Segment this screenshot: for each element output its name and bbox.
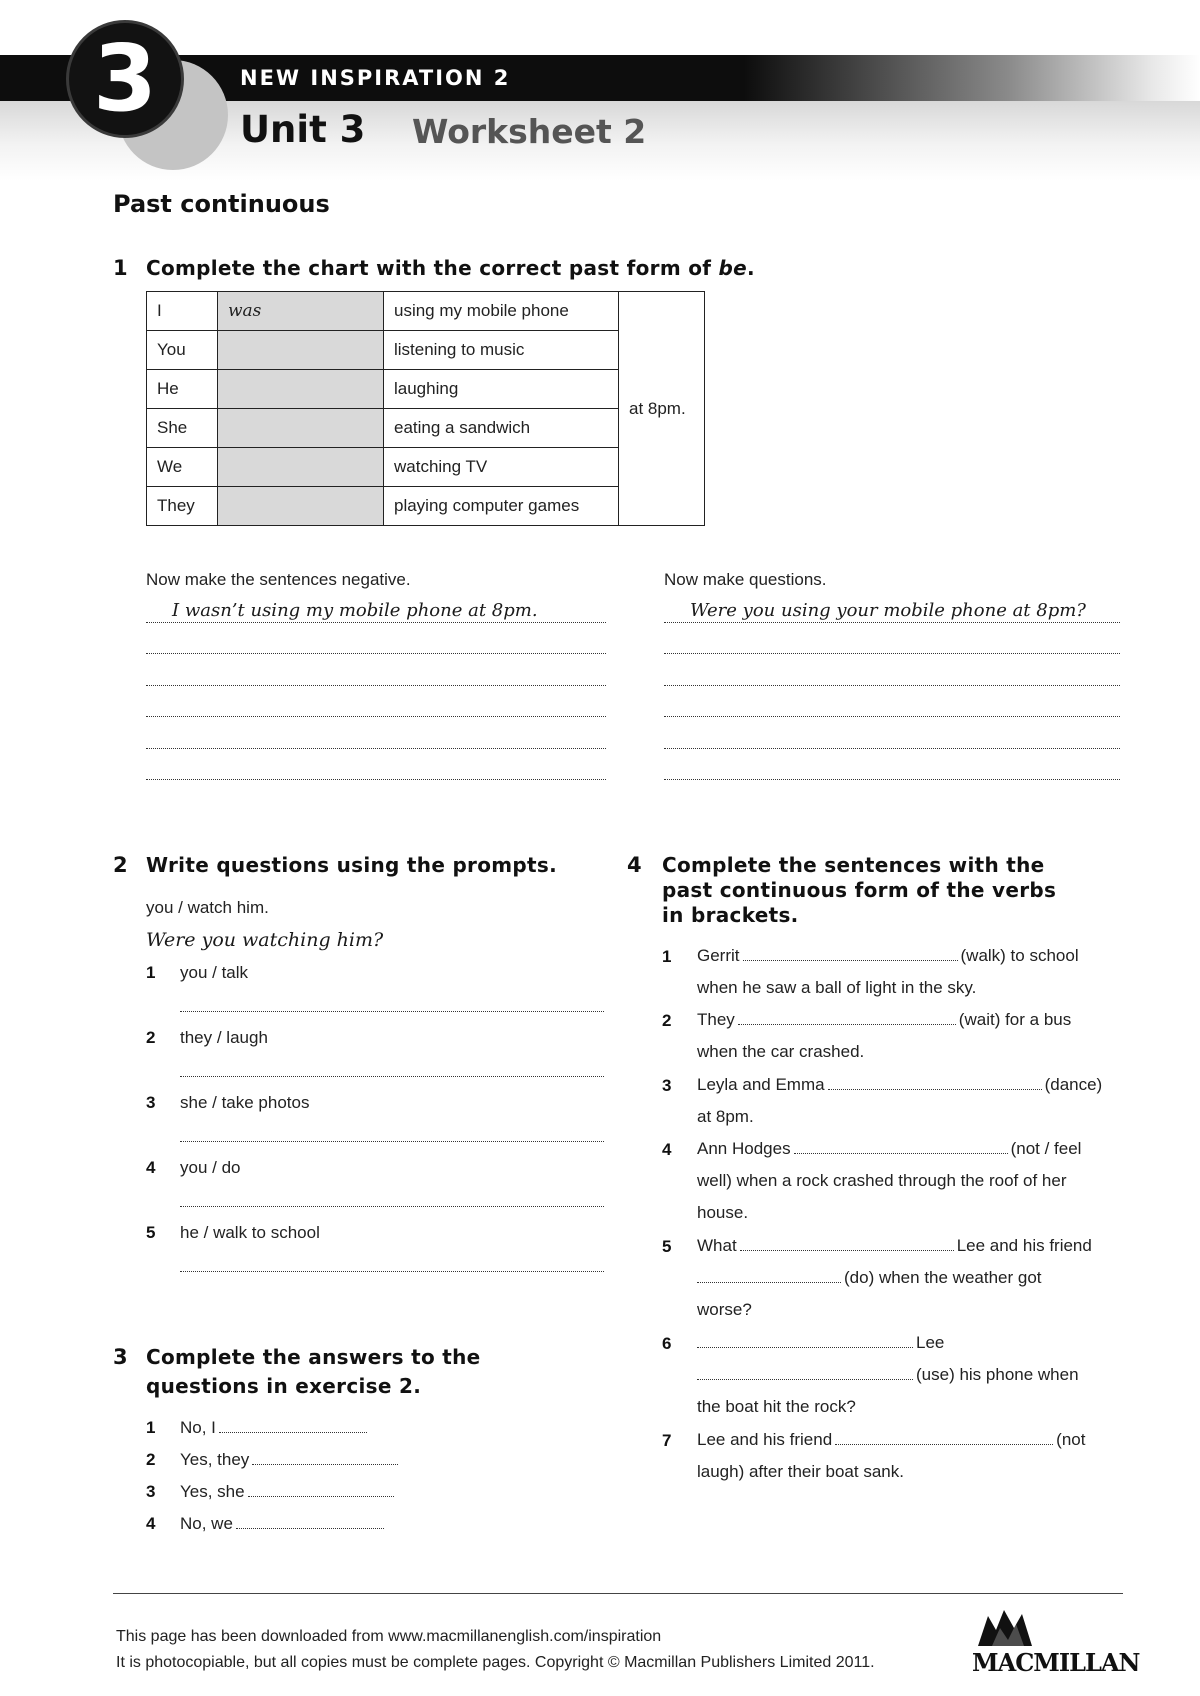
exercise-4-text: worse?	[697, 1300, 752, 1319]
exercise-3-item-number: 1	[146, 1418, 156, 1437]
chart-be-cell[interactable]	[218, 331, 384, 370]
chart-activity: using my mobile phone	[384, 292, 619, 331]
exercise-2-item-prompt: they / laugh	[180, 1028, 268, 1047]
answer-gap[interactable]	[835, 1430, 1053, 1445]
exercise-3-item-number: 3	[146, 1482, 156, 1501]
exercise-4-title-line: past continuous form of the verbs	[662, 878, 1057, 902]
exercise-4-text: (not	[1056, 1430, 1086, 1449]
exercise-4-item-number: 6	[662, 1334, 672, 1353]
exercise-1-title	[146, 256, 755, 281]
answer-line[interactable]	[664, 653, 1120, 654]
chart-be-cell[interactable]	[218, 370, 384, 409]
answer-line[interactable]	[664, 748, 1120, 749]
exercise-3-item-number: 2	[146, 1450, 156, 1469]
answer-gap[interactable]	[697, 1268, 841, 1283]
exercise-2-item-number: 5	[146, 1223, 156, 1242]
exercise-1-number: 1	[113, 256, 128, 280]
chart-subject: They	[147, 487, 218, 526]
exercise-4-text: They	[697, 1010, 735, 1029]
exercise-3-title	[146, 1345, 481, 1399]
exercise-4-text: Ann Hodges	[697, 1139, 791, 1158]
chart-be-cell[interactable]	[218, 409, 384, 448]
chart-subject: He	[147, 370, 218, 409]
exercise-3-item	[180, 1482, 397, 1502]
exercise-4-text: house.	[697, 1203, 749, 1222]
answer-line[interactable]	[180, 1141, 604, 1142]
exercise-4-text: Lee and his friend	[697, 1430, 833, 1449]
unit-badge-number: 3	[92, 25, 157, 132]
exercise-4-item-number: 7	[662, 1431, 672, 1450]
chart-activity: laughing	[384, 370, 619, 409]
exercise-2-example-prompt: you / watch him.	[146, 898, 269, 917]
chart-time: at 8pm.	[619, 292, 705, 526]
exercise-4-item	[697, 940, 1127, 1004]
footer-copyright: It is photocopiable, but all copies must be complete pages. Copyright © Macmillan Publishers Limited 2011.	[116, 1654, 875, 1671]
exercise-2-item-number: 2	[146, 1028, 156, 1047]
exercise-4-text: at 8pm.	[697, 1107, 754, 1126]
answer-line[interactable]	[180, 1206, 604, 1207]
be-chart	[146, 291, 705, 526]
chart-subject: I	[147, 292, 218, 331]
series-title: NEW INSPIRATION 2	[240, 66, 511, 90]
exercise-3-item-text: No, I	[180, 1418, 216, 1437]
exercise-4-text: the boat hit the rock?	[697, 1397, 856, 1416]
answer-line[interactable]	[180, 1076, 604, 1077]
answer-line[interactable]	[664, 622, 1120, 623]
answer-line[interactable]	[146, 716, 606, 717]
exercise-3-item	[180, 1418, 370, 1438]
macmillan-logo-icon	[974, 1606, 1044, 1648]
answer-gap[interactable]	[248, 1482, 394, 1497]
answer-line[interactable]	[180, 1271, 604, 1272]
exercise-3-item-number: 4	[146, 1514, 156, 1533]
exercise-4-number: 4	[627, 853, 642, 877]
exercise-4-item-number: 5	[662, 1237, 672, 1256]
answer-line[interactable]	[664, 685, 1120, 686]
chart-be-cell[interactable]	[218, 448, 384, 487]
exercise-4-text: What	[697, 1236, 737, 1255]
macmillan-logo-text: MACMILLAN	[972, 1648, 1140, 1677]
answer-line[interactable]	[146, 685, 606, 686]
exercise-3-item	[180, 1450, 401, 1470]
exercise-4-item	[697, 1424, 1127, 1488]
chart-subject: You	[147, 331, 218, 370]
worksheet-title: Worksheet 2	[412, 112, 647, 151]
exercise-4-text: Leyla and Emma	[697, 1075, 825, 1094]
exercise-4-item	[697, 1004, 1127, 1068]
chart-activity: playing computer games	[384, 487, 619, 526]
exercise-4-title-line: Complete the sentences with the	[662, 853, 1045, 877]
exercise-3-item-text: No, we	[180, 1514, 233, 1533]
exercise-2-item-number: 4	[146, 1158, 156, 1177]
exercise-2-item-number: 1	[146, 963, 156, 982]
exercise-4-item-number: 2	[662, 1011, 672, 1030]
exercise-3-number: 3	[113, 1345, 128, 1369]
question-example: Were you using your mobile phone at 8pm?	[690, 600, 1086, 621]
exercise-4-item-number: 1	[662, 947, 672, 966]
chart-subject: We	[147, 448, 218, 487]
negative-example: I wasn’t using my mobile phone at 8pm.	[172, 600, 538, 621]
table-row	[147, 292, 705, 331]
chart-subject: She	[147, 409, 218, 448]
unit-title: Unit 3	[240, 108, 366, 151]
exercise-4-item	[697, 1230, 1127, 1326]
exercise-4-text: Lee	[916, 1333, 945, 1352]
exercise-3-title-line: Complete the answers to the	[146, 1345, 481, 1369]
chart-be-cell[interactable]	[218, 487, 384, 526]
exercise-4-text: (do) when the weather got	[844, 1268, 1042, 1287]
exercise-4-text: when the car crashed.	[697, 1042, 865, 1061]
exercise-2-item-prompt: he / walk to school	[180, 1223, 320, 1242]
exercise-2-item-prompt: you / do	[180, 1158, 241, 1177]
answer-gap[interactable]	[828, 1075, 1042, 1090]
answer-gap[interactable]	[740, 1236, 954, 1251]
chart-activity: listening to music	[384, 331, 619, 370]
exercise-4-text: (walk) to school	[960, 946, 1079, 965]
exercise-4-item-number: 3	[662, 1076, 672, 1095]
exercise-1-title-end: .	[747, 256, 755, 280]
answer-gap[interactable]	[697, 1333, 913, 1348]
footer-download-note: This page has been downloaded from www.macmillanenglish.com/inspiration	[116, 1628, 662, 1645]
answer-gap[interactable]	[219, 1418, 367, 1433]
exercise-2-example-answer: Were you watching him?	[146, 929, 384, 951]
exercise-4-text: (dance)	[1044, 1075, 1103, 1094]
page-topic: Past continuous	[113, 190, 330, 218]
answer-line[interactable]	[146, 748, 606, 749]
answer-line[interactable]	[146, 653, 606, 654]
answer-gap[interactable]	[236, 1514, 384, 1529]
exercise-1-title-text: Complete the chart with the correct past form of	[146, 256, 719, 280]
chart-activity: eating a sandwich	[384, 409, 619, 448]
exercise-4-text: (not / feel	[1010, 1139, 1082, 1158]
negative-prompt: Now make the sentences negative.	[146, 570, 411, 589]
answer-line[interactable]	[180, 1011, 604, 1012]
answer-line[interactable]	[664, 716, 1120, 717]
exercise-3-item	[180, 1514, 387, 1534]
exercise-4-text: (wait) for a bus	[958, 1010, 1072, 1029]
exercise-4-item-number: 4	[662, 1140, 672, 1159]
exercise-2-item-number: 3	[146, 1093, 156, 1112]
exercise-2-item-prompt: you / talk	[180, 963, 249, 982]
exercise-4-title	[662, 853, 1056, 928]
answer-line[interactable]	[146, 779, 606, 780]
exercise-2-title: Write questions using the prompts.	[146, 853, 557, 877]
question-prompt: Now make questions.	[664, 570, 827, 589]
exercise-4-title-line: in brackets.	[662, 903, 799, 927]
answer-gap[interactable]	[794, 1139, 1008, 1154]
exercise-1-title-em: be	[718, 256, 748, 280]
exercise-3-item-text: Yes, they	[180, 1450, 250, 1469]
chart-activity: watching TV	[384, 448, 619, 487]
answer-gap[interactable]	[738, 1010, 956, 1025]
exercise-4-text: well) when a rock crashed through the roof of her	[697, 1171, 1067, 1190]
exercise-4-text: laugh) after their boat sank.	[697, 1462, 904, 1481]
exercise-3-title-line: questions in exercise 2.	[146, 1374, 422, 1398]
exercise-4-text: when he saw a ball of light in the sky.	[697, 978, 977, 997]
chart-be-cell[interactable]: was	[218, 292, 384, 331]
exercise-3-item-text: Yes, she	[180, 1482, 245, 1501]
answer-gap[interactable]	[743, 946, 958, 961]
exercise-4-item	[697, 1327, 1127, 1423]
answer-gap[interactable]	[252, 1450, 398, 1465]
exercise-2-item-prompt: she / take photos	[180, 1093, 310, 1112]
exercise-4-item	[697, 1069, 1127, 1133]
exercise-4-text: Gerrit	[697, 946, 740, 965]
answer-line[interactable]	[146, 622, 606, 623]
exercise-2-number: 2	[113, 853, 128, 877]
exercise-4-item	[697, 1133, 1127, 1229]
answer-line[interactable]	[664, 779, 1120, 780]
exercise-4-text: Lee and his friend	[956, 1236, 1092, 1255]
exercise-4-text: (use) his phone when	[916, 1365, 1079, 1384]
answer-gap[interactable]	[697, 1365, 913, 1380]
footer-rule	[113, 1593, 1123, 1594]
